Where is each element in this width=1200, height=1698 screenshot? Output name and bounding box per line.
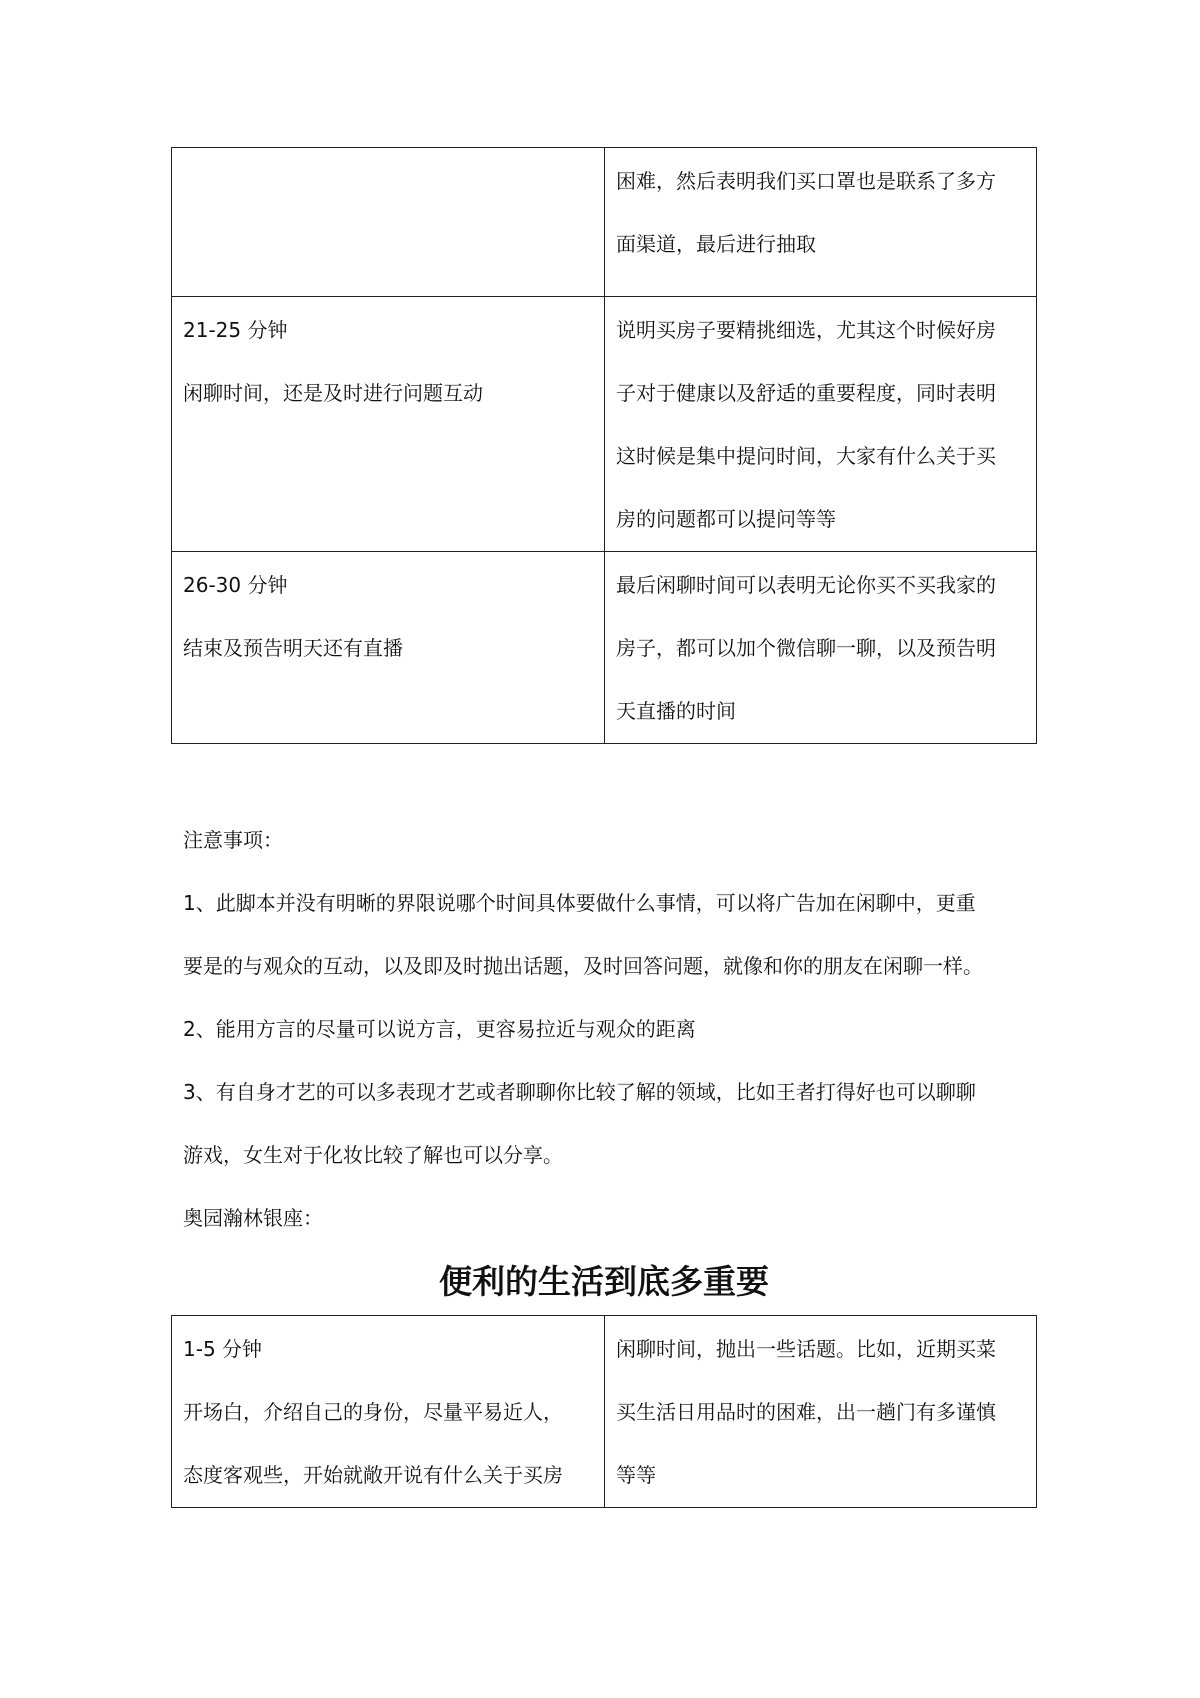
description-cell: 最后闲聊时间可以表明无论你买不买我家的 房子，都可以加个微信聊一聊，以及预告明 天直播的时间 bbox=[605, 552, 1037, 744]
note-line: 要是的与观众的互动，以及即及时抛出话题，及时回答问题，就像和你的朋友在闲聊一样。 bbox=[183, 954, 983, 978]
table-row bbox=[172, 552, 1037, 744]
description-cell: 困难，然后表明我们买口罩也是联系了多方 面渠道，最后进行抽取 bbox=[605, 148, 1037, 297]
section-title: 便利的生活到底多重要 bbox=[439, 1262, 769, 1301]
location-label: 奥园瀚林银座： bbox=[183, 1206, 323, 1230]
note-line: 2、能用方言的尽量可以说方言，更容易拉近与观众的距离 bbox=[183, 1017, 696, 1041]
table-row bbox=[172, 1316, 1037, 1508]
notes-heading: 注意事项： bbox=[183, 828, 283, 852]
description-cell: 闲聊时间，抛出一些话题。比如，近期买菜 买生活日用品时的困难，出一趟门有多谨慎 等等 bbox=[605, 1316, 1037, 1508]
time-cell bbox=[172, 148, 605, 297]
time-cell: 26-30 分钟 结束及预告明天还有直播 bbox=[172, 552, 605, 744]
time-cell: 21-25 分钟 闲聊时间，还是及时进行问题互动 bbox=[172, 297, 605, 552]
time-cell: 1-5 分钟 开场白，介绍自己的身份，尽量平易近人， 态度客观些，开始就敞开说有什么关于买房 bbox=[172, 1316, 605, 1508]
description-cell: 说明买房子要精挑细选，尤其这个时候好房 子对于健康以及舒适的重要程度，同时表明 这时候是集中提问时间，大家有什么关于买 房的问题都可以提问等等 bbox=[605, 297, 1037, 552]
table-row bbox=[172, 297, 1037, 552]
script-table-2 bbox=[171, 1315, 1037, 1508]
note-line: 1、此脚本并没有明晰的界限说哪个时间具体要做什么事情，可以将广告加在闲聊中，更重 bbox=[183, 891, 976, 915]
table-row bbox=[172, 148, 1037, 297]
note-line: 3、有自身才艺的可以多表现才艺或者聊聊你比较了解的领域，比如王者打得好也可以聊聊 bbox=[183, 1080, 976, 1104]
note-line: 游戏，女生对于化妆比较了解也可以分享。 bbox=[183, 1143, 563, 1167]
script-table-1 bbox=[171, 147, 1037, 744]
